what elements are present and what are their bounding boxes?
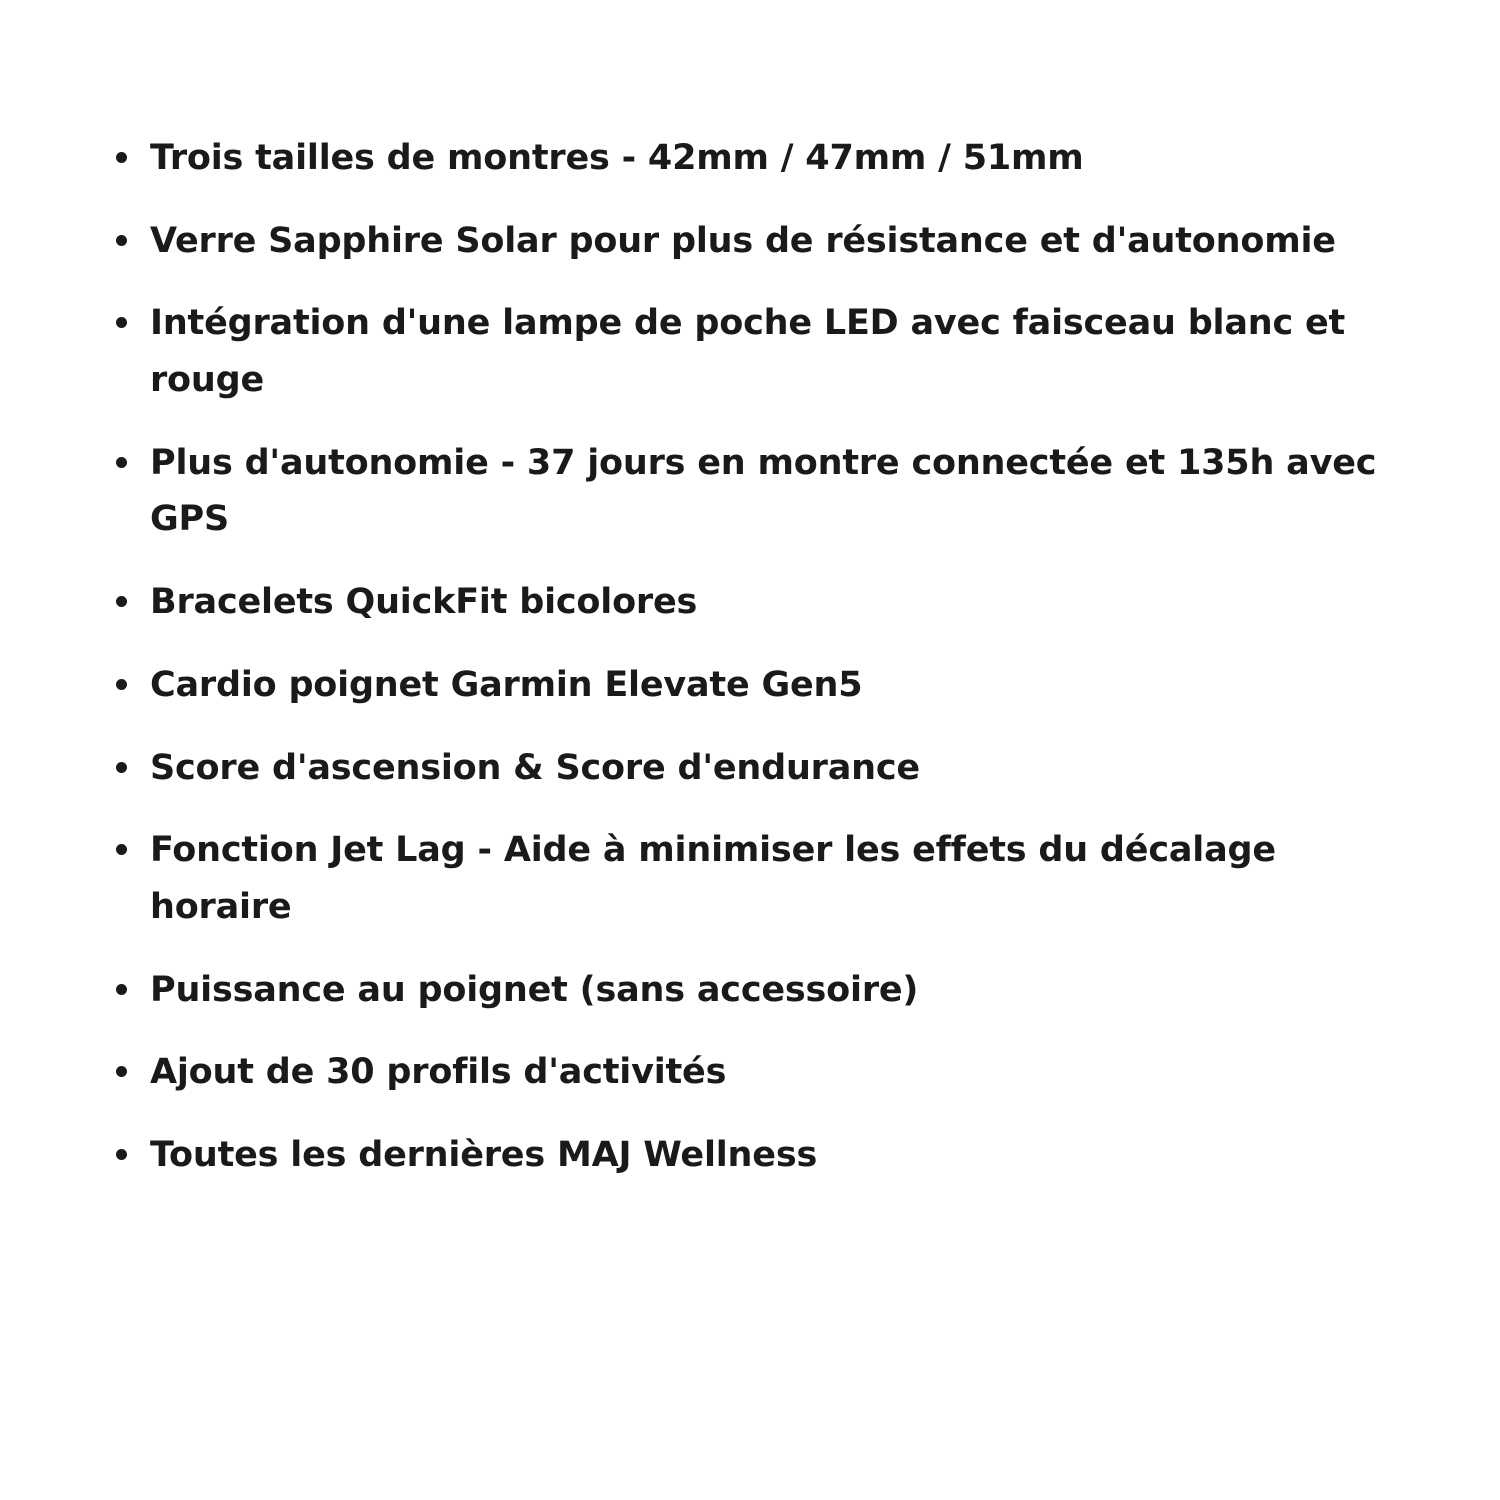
list-item (108, 657, 1380, 714)
list-item-label: Fonction Jet Lag - Aide à minimiser les effets du décalage horaire (150, 830, 1276, 927)
list-item (108, 1127, 1380, 1184)
list-item (108, 574, 1380, 631)
list-item-label: Score d'ascension & Score d'endurance (150, 747, 920, 788)
bullet-icon (116, 679, 127, 690)
bullet-icon (116, 1066, 127, 1077)
list-item-label: Toutes les dernières MAJ Wellness (150, 1134, 818, 1175)
list-item (108, 962, 1380, 1019)
bullet-icon (116, 596, 127, 607)
bullet-icon (116, 984, 127, 995)
list-item-label: Trois tailles de montres - 42mm / 47mm / 51mm (150, 138, 1084, 178)
list-item-label: Ajout de 30 profils d'activités (150, 1052, 727, 1093)
list-item (108, 822, 1380, 935)
bullet-icon (116, 152, 127, 163)
list-item (108, 130, 1380, 187)
bullet-icon (116, 762, 127, 773)
bullet-icon (116, 1149, 127, 1160)
list-item (108, 213, 1380, 270)
list-item (108, 740, 1380, 797)
list-item-label: Intégration d'une lampe de poche LED avec faisceau blanc et rouge (150, 303, 1346, 401)
list-item (108, 295, 1380, 408)
list-item-label: Bracelets QuickFit bicolores (150, 582, 698, 623)
bullet-icon (116, 457, 127, 468)
feature-list (108, 130, 1380, 1184)
list-item-label: Plus d'autonomie - 37 jours en montre connectée et 135h avec GPS (150, 442, 1377, 540)
list-item-label: Verre Sapphire Solar pour plus de résistance et d'autonomie (150, 220, 1336, 261)
bullet-icon (116, 317, 127, 328)
list-item (108, 435, 1380, 548)
list-item-label: Cardio poignet Garmin Elevate Gen5 (150, 664, 863, 705)
list-item-label: Puissance au poignet (sans accessoire) (150, 969, 919, 1010)
bullet-icon (116, 844, 127, 855)
bullet-icon (116, 235, 127, 246)
list-item (108, 1044, 1380, 1101)
